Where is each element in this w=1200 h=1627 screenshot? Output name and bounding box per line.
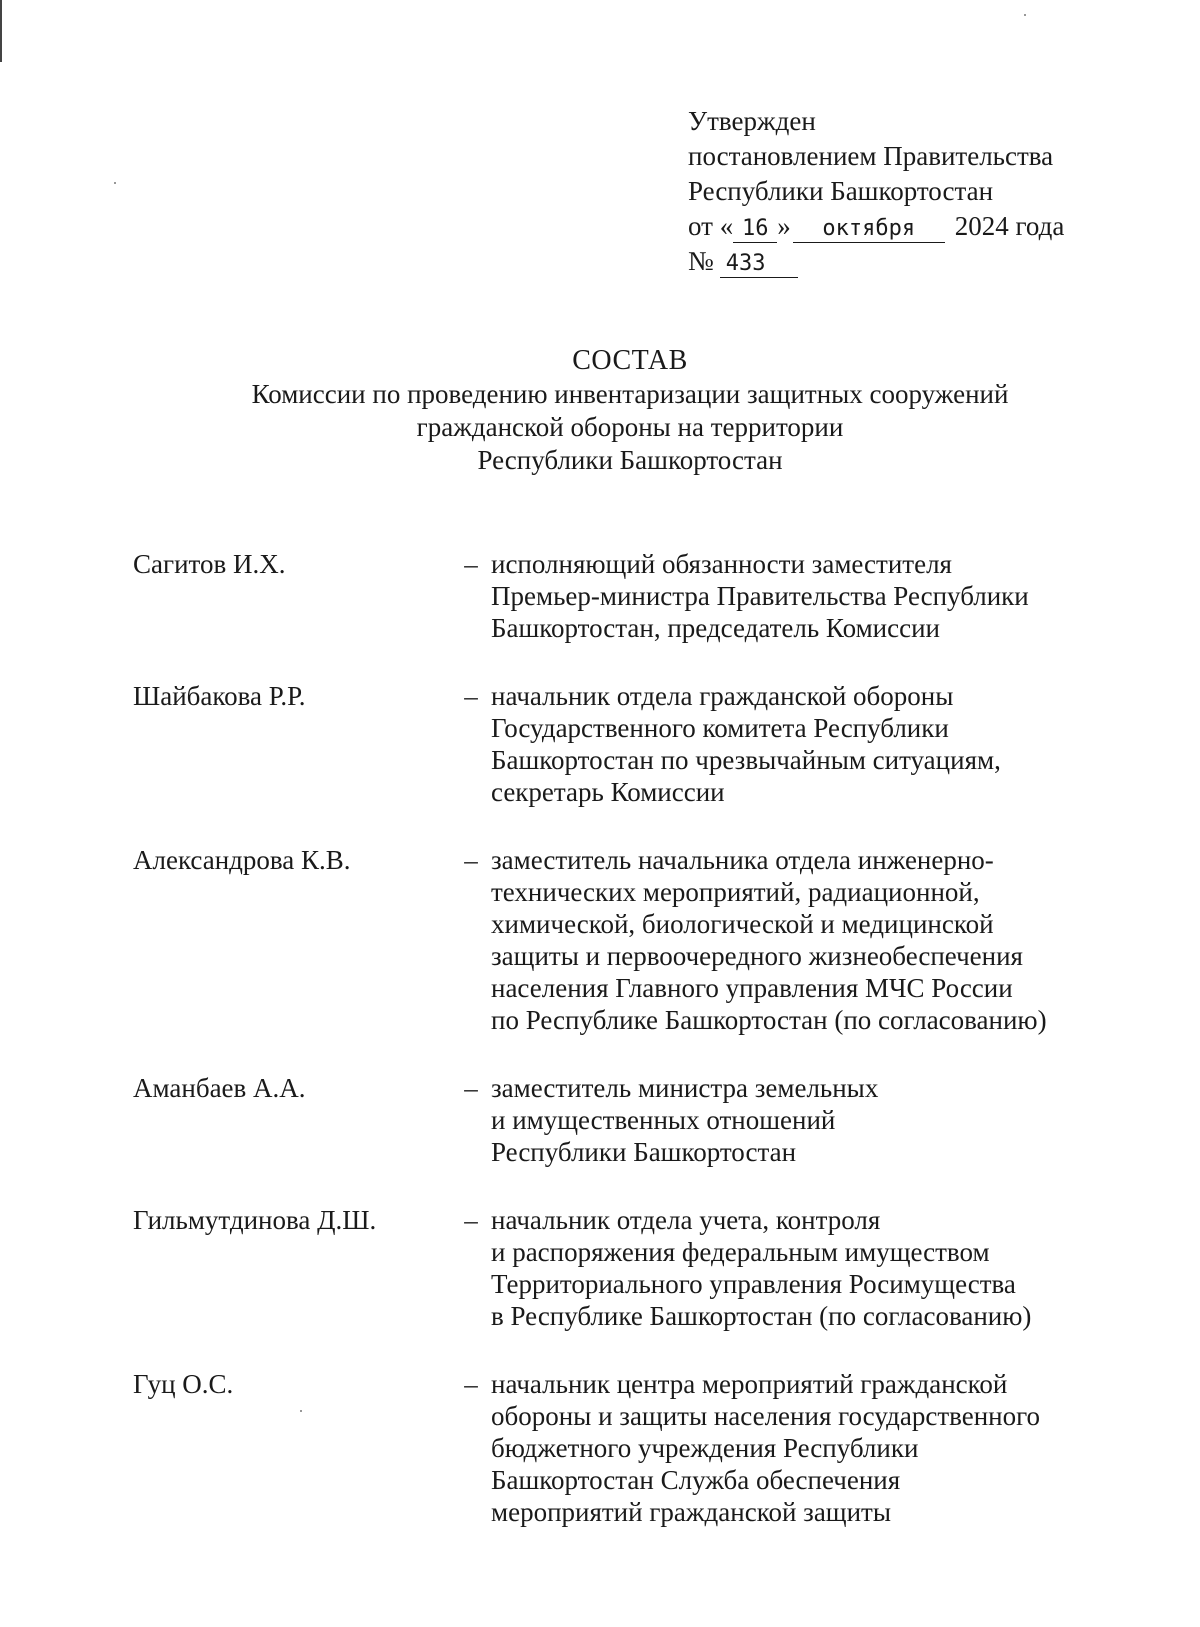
role-line: Республики Башкортостан — [491, 1137, 797, 1167]
member-role — [491, 680, 1153, 808]
member-row — [133, 1204, 1153, 1332]
scan-edge-mark — [0, 0, 2, 62]
role-line: заместитель министра земельных — [491, 1073, 879, 1103]
approval-stamp — [688, 104, 1064, 279]
role-line: начальник отдела гражданской обороны — [491, 681, 954, 711]
member-dash: – — [464, 1073, 478, 1103]
member-row — [133, 1368, 1153, 1528]
member-role — [491, 844, 1153, 1036]
member-name: Сагитов И.Х. — [133, 549, 286, 579]
approval-line: Утвержден — [688, 106, 816, 136]
member-dash: – — [464, 1205, 478, 1235]
date-month: октября — [793, 216, 945, 243]
role-line: мероприятий гражданской защиты — [491, 1497, 891, 1527]
date-year: 2024 года — [954, 211, 1065, 241]
member-name: Гильмутдинова Д.Ш. — [133, 1205, 377, 1235]
role-line: и распоряжения федеральным имуществом — [491, 1237, 990, 1267]
role-line: заместитель начальника отдела инженерно- — [491, 845, 994, 875]
role-line: обороны и защиты населения государственного — [491, 1401, 1040, 1431]
role-line: Премьер-министра Правительства Республики — [491, 581, 1029, 611]
member-dash: – — [464, 1369, 478, 1399]
role-line: и имущественных отношений — [491, 1105, 836, 1135]
date-day-close: » — [777, 211, 791, 241]
members-list — [133, 548, 1153, 1564]
role-line: Башкортостан, председатель Комиссии — [491, 613, 940, 643]
member-role — [491, 1368, 1153, 1528]
member-row — [133, 680, 1153, 808]
title-line: Республики Башкортостан — [477, 445, 783, 475]
member-row — [133, 1072, 1153, 1168]
approval-line: Республики Башкортостан — [688, 176, 994, 206]
approval-number — [688, 244, 1064, 279]
member-dash: – — [464, 681, 478, 711]
title-line: Комиссии по проведению инвентаризации защитных сооружений — [251, 379, 1009, 409]
member-role — [491, 1204, 1153, 1332]
member-name: Шайбакова Р.Р. — [133, 681, 306, 711]
document-title — [0, 344, 1200, 477]
member-role — [491, 548, 1153, 644]
role-line: Башкортостан по чрезвычайным ситуациям, — [491, 745, 1001, 775]
scan-speck — [114, 182, 116, 184]
role-line: в Республике Башкортостан (по согласованию) — [491, 1301, 1032, 1331]
role-line: населения Главного управления МЧС России — [491, 973, 1013, 1003]
role-line: Башкортостан Служба обеспечения — [491, 1465, 901, 1495]
role-line: начальник центра мероприятий гражданской — [491, 1369, 1008, 1399]
title-line: гражданской обороны на территории — [416, 412, 844, 442]
role-line: по Республике Башкортостан (по согласованию) — [491, 1005, 1047, 1035]
role-line: начальник отдела учета, контроля — [491, 1205, 881, 1235]
scan-speck — [1024, 14, 1026, 16]
member-role — [491, 1072, 1153, 1168]
document-number: 433 — [720, 251, 798, 278]
role-line: защиты и первоочередного жизнеобеспечения — [491, 941, 1023, 971]
member-row — [133, 548, 1153, 644]
member-row — [133, 844, 1153, 1036]
member-name: Гуц О.С. — [133, 1369, 234, 1399]
role-line: технических мероприятий, радиационной, — [491, 877, 980, 907]
role-line: бюджетного учреждения Республики — [491, 1433, 919, 1463]
role-line: исполняющий обязанности заместителя — [491, 549, 952, 579]
member-dash: – — [464, 549, 478, 579]
date-prefix: от « — [688, 211, 734, 241]
approval-line: постановлением Правительства — [688, 141, 1054, 171]
title-heading: СОСТАВ — [572, 345, 688, 376]
role-line: секретарь Комиссии — [491, 777, 725, 807]
approval-date — [688, 209, 1064, 244]
member-name: Александрова К.В. — [133, 845, 351, 875]
date-day: 16 — [733, 216, 777, 243]
number-prefix: № — [688, 246, 714, 276]
role-line: химической, биологической и медицинской — [491, 909, 994, 939]
role-line: Государственного комитета Республики — [491, 713, 949, 743]
member-dash: – — [464, 845, 478, 875]
role-line: Территориального управления Росимущества — [491, 1269, 1016, 1299]
member-name: Аманбаев А.А. — [133, 1073, 306, 1103]
